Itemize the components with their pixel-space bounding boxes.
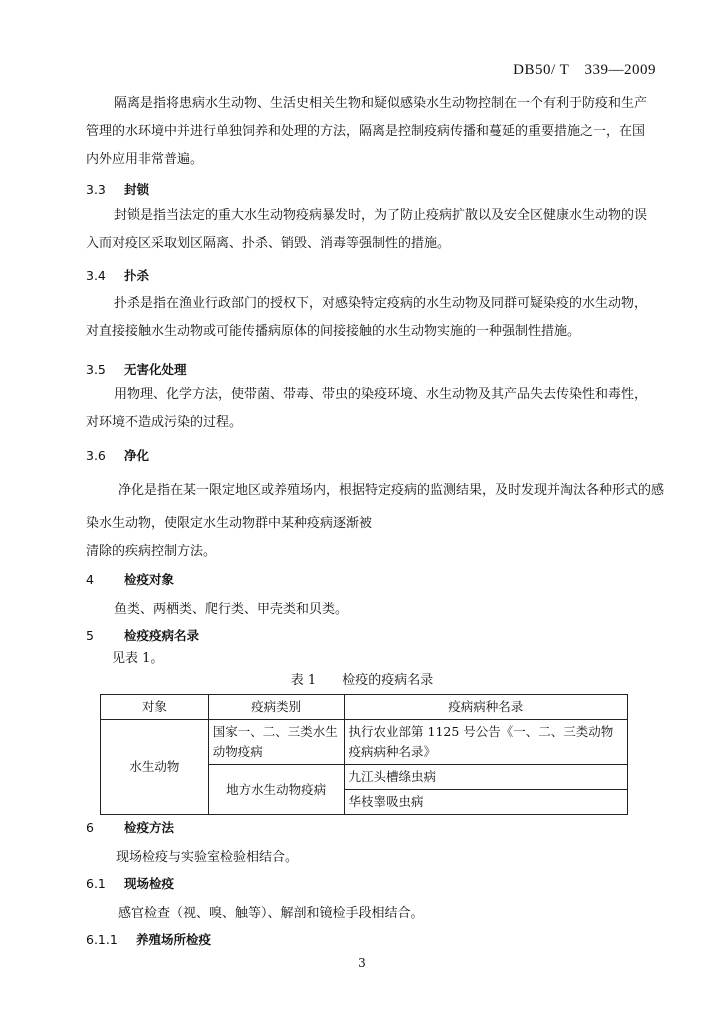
section-number: 5 — [86, 628, 94, 643]
section-number: 6.1 — [86, 876, 106, 891]
section-3-5-text: 用物理、化学方法，使带菌、带毒、带虫的染疫环境、水生动物及其产品失去传染性和毒性，对环境不造成污染的过程。 — [86, 387, 648, 430]
section-number: 3.5 — [86, 362, 106, 377]
section-3-4-text: 扑杀是指在渔业行政部门的授权下，对感染特定疫病的水生动物及同群可疑染疫的水生动物，对直接接触水生动物或可能传播病原体的间接接触的水生动物实施的一种强制性措施。 — [86, 296, 648, 339]
section-title: 养殖场所检疫 — [136, 932, 212, 947]
table-cell-list: 执行农业部第 1125 号公告《一、二、三类动物疫病病种名录》 — [344, 720, 627, 765]
section-number: 3.3 — [86, 182, 106, 197]
section-title: 检疫疫病名录 — [124, 628, 200, 643]
table-cell-list: 华枝睾吸虫病 — [344, 790, 627, 815]
table-cell-category: 国家一、二、三类水生动物疫病 — [208, 720, 344, 765]
section-3-4-heading — [86, 266, 149, 284]
table-cell-list: 九江头槽绦虫病 — [344, 765, 627, 790]
section-title: 净化 — [124, 448, 150, 463]
isolation-paragraph: 隔离是指将患病水生动物、生活史相关生物和疑似感染水生动物控制在一个有利于防疫和生产管理的水环境中并进行单独饲养和处理的方法，隔离是控制疫病传播和蔓延的重要措施之一，在国内外应用非常普遍。 — [86, 96, 648, 167]
quarantine-disease-table — [100, 694, 628, 815]
table-row — [101, 720, 628, 765]
table-header-cell: 疫病病种名录 — [344, 695, 627, 720]
section-3-5-heading — [86, 360, 187, 378]
section-title: 检疫对象 — [124, 572, 175, 587]
table-header-cell: 对象 — [101, 695, 209, 720]
page-number: 3 — [358, 956, 366, 970]
section-6-heading — [86, 818, 174, 836]
section-4-heading — [86, 570, 174, 588]
section-title: 无害化处理 — [124, 362, 187, 377]
section-4-text: 鱼类、两栖类、爬行类、甲壳类和贝类。 — [114, 602, 349, 617]
section-6-text: 现场检疫与实验室检验相结合。 — [116, 850, 299, 865]
section-number: 6.1.1 — [86, 932, 118, 947]
section-3-6-line-3: 清除的疾病控制方法。 — [86, 544, 217, 559]
section-3-3-heading — [86, 180, 149, 198]
table-cell-category: 地方水生动物疫病 — [208, 765, 344, 815]
section-3-6-line-1: 净化是指在某一限定地区或养殖场内，根据特定疫病的监测结果，及时发现并淘汰各种形式的感 — [118, 483, 665, 498]
section-3-3-text: 封锁是指当法定的重大水生动物疫病暴发时，为了防止疫病扩散以及安全区健康水生动物的误入而对疫区采取划区隔离、扑杀、销毁、消毒等强制性的措施。 — [86, 208, 648, 251]
table-header-cell: 疫病类别 — [208, 695, 344, 720]
section-3-6-heading — [86, 446, 149, 464]
section-title: 检疫方法 — [124, 820, 175, 835]
section-number: 3.4 — [86, 268, 106, 283]
section-number: 6 — [86, 820, 94, 835]
section-6-1-1-heading — [86, 930, 211, 948]
table-cell-object: 水生动物 — [101, 720, 209, 815]
section-title: 现场检疫 — [124, 876, 175, 891]
table-caption: 表 1 检疫的疫病名录 — [290, 673, 434, 688]
section-title: 封锁 — [124, 182, 150, 197]
table-header-row — [101, 695, 628, 720]
standard-code: DB50/ T 339—2009 — [513, 62, 656, 78]
section-3-6-line-2: 染水生动物，使限定水生动物群中某种疫病逐渐被 — [86, 516, 373, 531]
section-title: 扑杀 — [124, 268, 150, 283]
section-5-text: 见表 1。 — [112, 651, 164, 666]
section-5-heading — [86, 626, 199, 644]
section-6-1-text: 感官检查（视、嗅、触等）、解剖和镜检手段相结合。 — [118, 906, 424, 921]
section-6-1-heading — [86, 874, 174, 892]
section-number: 3.6 — [86, 448, 106, 463]
section-number: 4 — [86, 572, 94, 587]
